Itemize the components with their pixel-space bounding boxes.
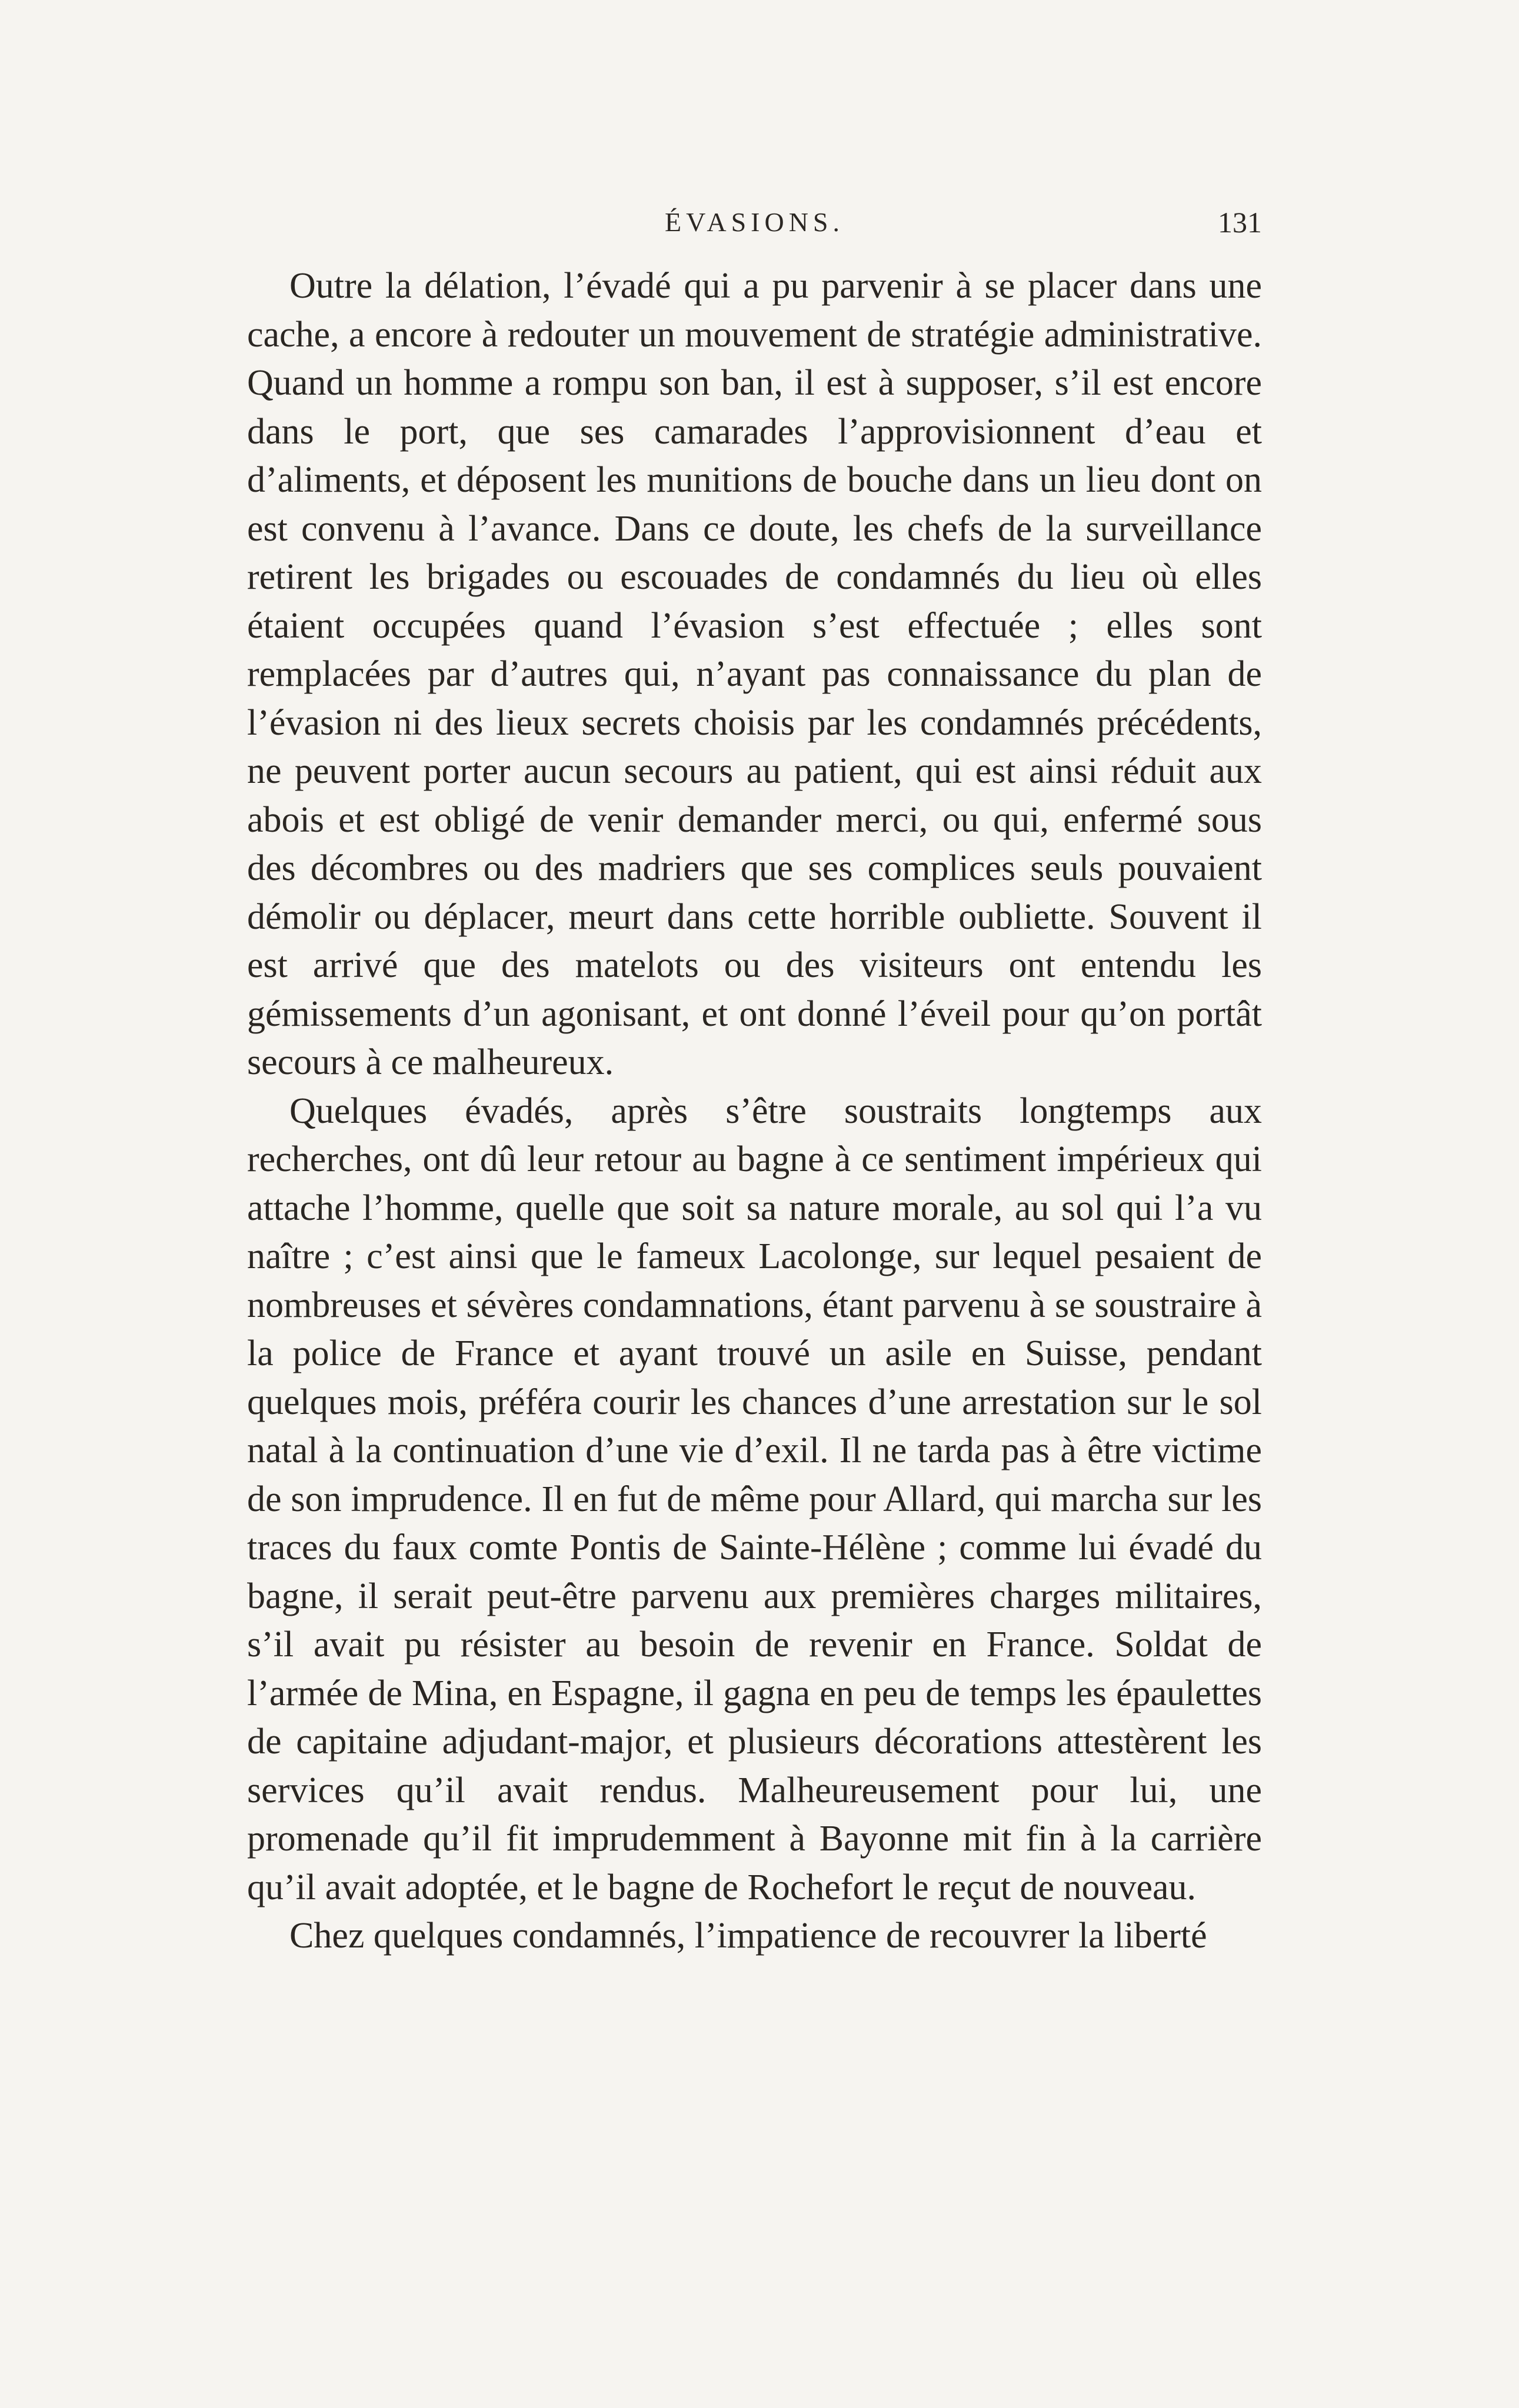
running-title: ÉVASIONS. <box>664 207 845 237</box>
page-number: 131 <box>1218 206 1262 239</box>
page-header <box>247 205 1262 240</box>
paragraph-2: Quelques évadés, après s’être soustraits longtemps aux recherches, ont dû leur retour au bagne à ce sentiment impérieux qui attache l’homme, quelle que soit sa nature morale, au sol qui l’a vu naître ; c’est ainsi que le fameux Lacolonge, sur lequel pesaient de nombreuses et sévères condamnations, étant parvenu à se soustraire à la police de France et ayant trouvé un asile en Suisse, pendant quelques mois, préféra courir les chances d’une arrestation sur le sol natal à la continuation d’une vie d’exil. Il ne tarda pas à être victime de son imprudence. Il en fut de même pour Allard, qui marcha sur les traces du faux comte Pontis de Sainte-Hélène ; comme lui évadé du bagne, il serait peut-être parvenu aux premières charges militaires, s’il avait pu résister au besoin de revenir en France. Soldat de l’armée de Mina, en Espagne, il gagna en peu de temps les épaulettes de capitaine adjudant-major, et plusieurs décorations attestèrent les services qu’il avait rendus. Malheureusement pour lui, une promenade qu’il fit imprudemment à Bayonne mit fin à la carrière qu’il avait adoptée, et le bagne de Rochefort le reçut de nouveau. <box>247 1090 1262 1907</box>
body-text <box>247 262 1262 1960</box>
paragraph-1: Outre la délation, l’évadé qui a pu parvenir à se placer dans une cache, a encore à redouter un mouvement de stratégie administrative. Quand un homme a rompu son ban, il est à supposer, s’il est encore dans le port, que ses camarades l’approvisionnent d’eau et d’aliments, et déposent les munitions de bouche dans un lieu dont on est convenu à l’avance. Dans ce doute, les chefs de la surveillance retirent les brigades ou escouades de condamnés du lieu où elles étaient occupées quand l’évasion s’est effectuée ; elles sont remplacées par d’autres qui, n’ayant pas connaissance du plan de l’évasion ni des lieux secrets choisis par les condamnés précédents, ne peuvent porter aucun secours au patient, qui est ainsi réduit aux abois et est obligé de venir demander merci, ou qui, enfermé sous des décombres ou des madriers que ses complices seuls pouvaient démolir ou déplacer, meurt dans cette horrible oubliette. Souvent il est arrivé que des matelots ou des visiteurs ont entendu les gémissements d’un agonisant, et ont donné l’éveil pour qu’on portât secours à ce malheureux. <box>247 266 1262 1082</box>
paragraph-3: Chez quelques condamnés, l’impatience de recouvrer la liberté <box>289 1916 1207 1956</box>
